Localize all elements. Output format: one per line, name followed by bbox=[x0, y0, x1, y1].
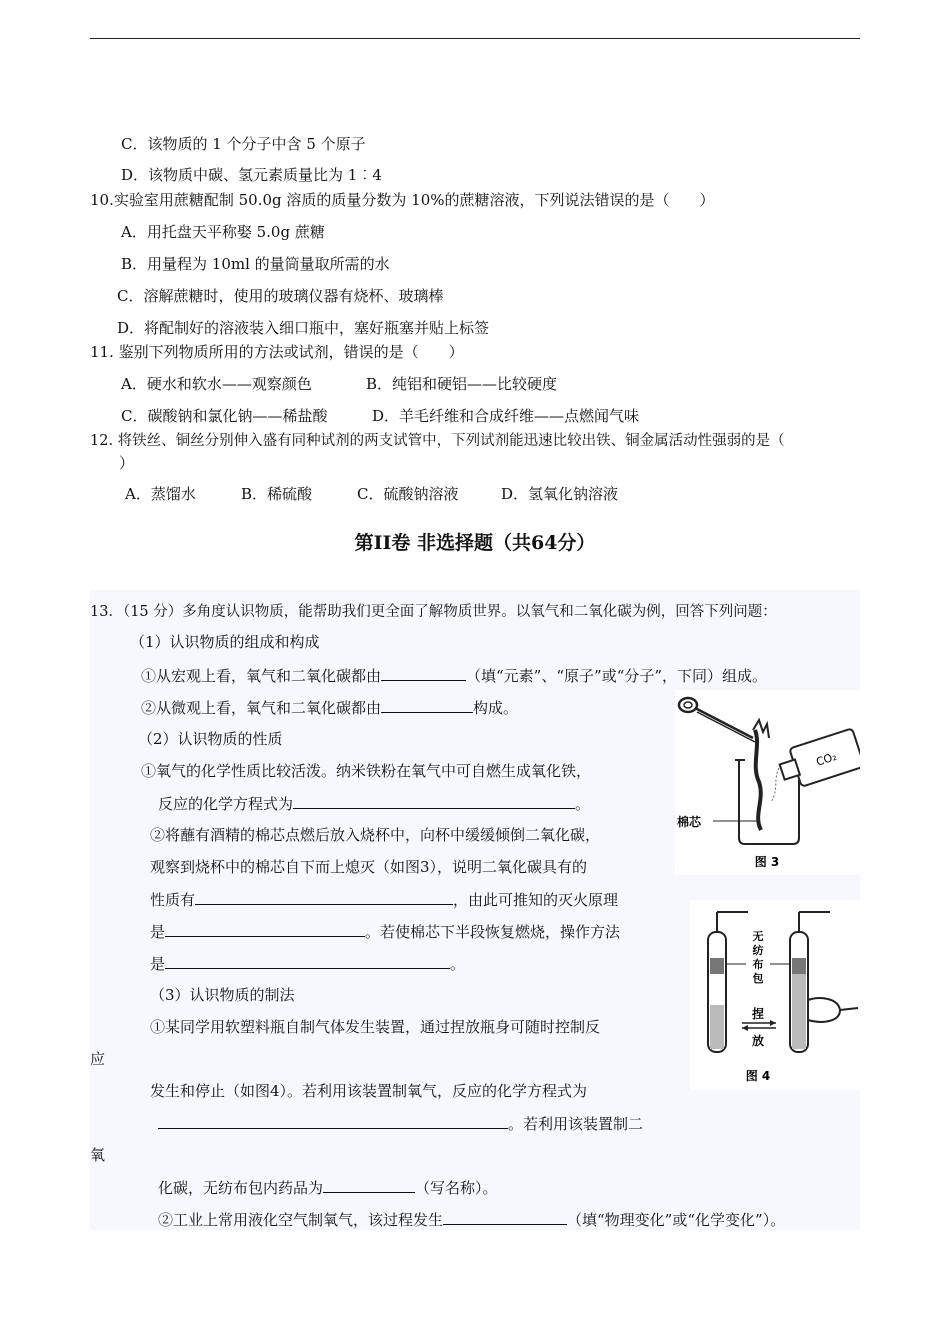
q10-option-b: B．用量程为 10ml 的量筒量取所需的水 bbox=[121, 255, 390, 273]
q12-option-a: A．蒸馏水 bbox=[125, 485, 196, 503]
q13-operation-label: 。若使棉芯下半段恢复燃烧，操作方法 bbox=[365, 923, 621, 941]
q11-stem: 11. 鉴别下列物质所用的方法或试剂，错误的是（ ） bbox=[90, 343, 464, 361]
hand-icon bbox=[808, 998, 840, 1022]
q13-operation-end: 。 bbox=[450, 955, 466, 973]
q13-operation-prefix: 是 bbox=[150, 955, 166, 973]
answer-blank-iron-equation[interactable] bbox=[293, 793, 575, 809]
figure-4-drawing bbox=[690, 900, 860, 1090]
q13-part3-wrap1: 应 bbox=[90, 1050, 106, 1068]
wick-icon bbox=[755, 730, 761, 830]
left-bag bbox=[710, 958, 724, 974]
q13-part1-item2-end: 构成。 bbox=[473, 699, 519, 717]
q13-part2-item2-line4 bbox=[150, 921, 620, 942]
answer-blank-oxygen-equation[interactable] bbox=[158, 1113, 508, 1129]
q9-option-d: D．该物质中碳、氢元素质量比为 1︰4 bbox=[121, 166, 382, 184]
q13-part2-equation-label: 反应的化学方程式为 bbox=[158, 795, 294, 813]
q12-option-b: B．稀硫酸 bbox=[241, 485, 313, 503]
q13-part3-heading: （3）认识物质的制法 bbox=[150, 986, 295, 1004]
q13-part3-item2 bbox=[158, 1209, 785, 1230]
q13-principle-prefix: 是 bbox=[150, 923, 166, 941]
q13-part3-wrap2: 氧 bbox=[90, 1146, 106, 1164]
right-bag bbox=[792, 958, 806, 974]
q9-option-c: C．该物质的 1 个分子中含 5 个原子 bbox=[121, 135, 366, 153]
pinch-label: 捏 bbox=[751, 1007, 765, 1021]
q13-part2-item1: ①氧气的化学性质比较活泼。纳米铁粉在氧气中可自燃生成氧化铁， bbox=[141, 762, 592, 780]
co2-label: CO₂ bbox=[814, 749, 839, 769]
q13-principle-label: ，由此可推知的灭火原理 bbox=[453, 891, 619, 909]
left-liquid bbox=[710, 1005, 724, 1049]
header-rule bbox=[90, 38, 860, 39]
co2-bottle-neck bbox=[780, 760, 800, 780]
q13-part1-item2-text: ②从微观上看，氧气和二氧化碳都由 bbox=[141, 699, 382, 717]
answer-blank-operation[interactable] bbox=[165, 953, 450, 969]
q13-part2-heading: （2）认识物质的性质 bbox=[138, 730, 283, 748]
release-label: 放 bbox=[751, 1034, 765, 1048]
q13-part3-item1-line4 bbox=[158, 1177, 498, 1198]
tongs-arm-2 bbox=[697, 712, 755, 742]
right-liquid bbox=[792, 970, 806, 1049]
release-arrowhead-icon bbox=[742, 1025, 748, 1031]
section-title: 第II卷 非选择题（共64分） bbox=[354, 532, 596, 554]
q13-part2-item2: ②将蘸有酒精的棉芯点燃后放入烧杯中，向杯中缓缓倾倒二氧化碳， bbox=[150, 826, 601, 844]
q13-stem: 13．（15 分）多角度认识物质，能帮助我们更全面了解物质世界。以氧气和二氧化碳为例，回答下列问题： bbox=[90, 604, 777, 620]
q11-option-a: A．硬水和软水——观察颜色 bbox=[121, 375, 312, 393]
figure-3-drawing bbox=[675, 690, 860, 875]
q11-option-d: D．羊毛纤维和合成纤维——点燃闻气味 bbox=[372, 407, 640, 425]
bag-label-4: 包 bbox=[752, 972, 764, 985]
q13-liquefy-hint: （填“物理变化”或“化学变化”）。 bbox=[567, 1211, 786, 1229]
q12-option-c: C．硫酸钠溶液 bbox=[357, 485, 459, 503]
q10-option-c: C．溶解蔗糖时，使用的玻璃仪器有烧杯、玻璃棒 bbox=[117, 287, 444, 305]
q13-part3-item1-line3 bbox=[158, 1113, 643, 1134]
q13-bag-reagent-hint: （写名称）。 bbox=[415, 1179, 498, 1197]
q10-option-d: D．将配制好的溶液装入细口瓶中，塞好瓶塞并贴上标签 bbox=[117, 319, 490, 337]
q13-part1-heading: （1）认识物质的组成和构成 bbox=[130, 633, 320, 651]
q10-option-a: A．用托盘天平称娶 5.0g 蔗糖 bbox=[121, 223, 325, 241]
q12-stem: 12. 将铁丝、铜丝分别伸入盛有同种试剂的两支试管中，下列试剂能迅速比较出铁、铜金属活动性强弱的是（ bbox=[90, 433, 785, 449]
bag-label-1: 无 bbox=[752, 930, 764, 943]
q10-stem: 10.实验室用蔗糖配制 50.0g 溶质的质量分数为 10%的蔗糖溶液，下列说法错误的是（ ） bbox=[90, 191, 715, 209]
q13-part1-item1-text: ①从宏观上看，氧气和二氧化碳都由 bbox=[141, 667, 382, 685]
q13-bag-reagent-label: 化碳，无纺布包内药品为 bbox=[158, 1179, 324, 1197]
q13-part2-item2-line2: 观察到烧杯中的棉芯自下而上熄灭（如图3），说明二氧化碳具有的 bbox=[150, 858, 588, 876]
q12-stem-end: ） bbox=[119, 454, 135, 472]
answer-blank-change-type[interactable] bbox=[443, 1209, 567, 1225]
q11-option-c: C．碳酸钠和氯化钠——稀盐酸 bbox=[121, 407, 328, 425]
wick-label: 棉芯 bbox=[677, 815, 702, 829]
tongs-handle bbox=[679, 698, 697, 712]
tongs-arm bbox=[695, 708, 753, 738]
q13-liquefy-text: ②工业上常用液化空气制氧气，该过程发生 bbox=[158, 1211, 444, 1229]
q13-part1-item1-hint: （填“元素”、“原子”或“分子”，下同）组成。 bbox=[466, 667, 768, 685]
answer-blank-bag-reagent[interactable] bbox=[323, 1177, 415, 1193]
figure-4 bbox=[690, 900, 860, 1090]
bag-label-2: 纺 bbox=[752, 944, 764, 957]
q13-part2-item1-equation bbox=[158, 793, 590, 814]
figure-3 bbox=[675, 690, 860, 875]
q13-part3-item1: ①某同学用软塑料瓶自制气体发生装置，通过捏放瓶身可随时控制反 bbox=[150, 1018, 601, 1036]
q13-property-label: 性质有 bbox=[150, 891, 196, 909]
q13-part2-equation-end: 。 bbox=[575, 795, 591, 813]
answer-blank-composition[interactable] bbox=[381, 665, 466, 681]
co2-stream bbox=[771, 768, 779, 802]
q13-part2-item2-line3 bbox=[150, 889, 618, 910]
co2-bottle-icon bbox=[776, 728, 860, 791]
answer-blank-structure[interactable] bbox=[381, 697, 473, 713]
q11-option-b: B．纯铝和硬铝——比较硬度 bbox=[366, 375, 558, 393]
answer-blank-co2-property[interactable] bbox=[195, 889, 453, 905]
q13-part1-item2 bbox=[141, 697, 518, 718]
q13-part3-item1-line2: 发生和停止（如图4）。若利用该装置制氧气，反应的化学方程式为 bbox=[150, 1082, 588, 1100]
q13-co2-prep-text: 。若利用该装置制二 bbox=[508, 1115, 644, 1133]
tongs-handle-inner bbox=[684, 702, 692, 708]
answer-blank-fire-principle[interactable] bbox=[165, 921, 365, 937]
q13-part1-item1 bbox=[141, 665, 767, 686]
figure-3-caption: 图 3 bbox=[754, 855, 780, 869]
q12-option-d: D．氢氧化钠溶液 bbox=[501, 485, 619, 503]
hand-arm bbox=[840, 1008, 858, 1010]
bag-label-3: 布 bbox=[752, 958, 764, 971]
pinch-arrowhead-icon bbox=[770, 1020, 776, 1026]
figure-4-caption: 图 4 bbox=[745, 1069, 771, 1083]
q13-part2-item2-line5 bbox=[150, 953, 465, 974]
